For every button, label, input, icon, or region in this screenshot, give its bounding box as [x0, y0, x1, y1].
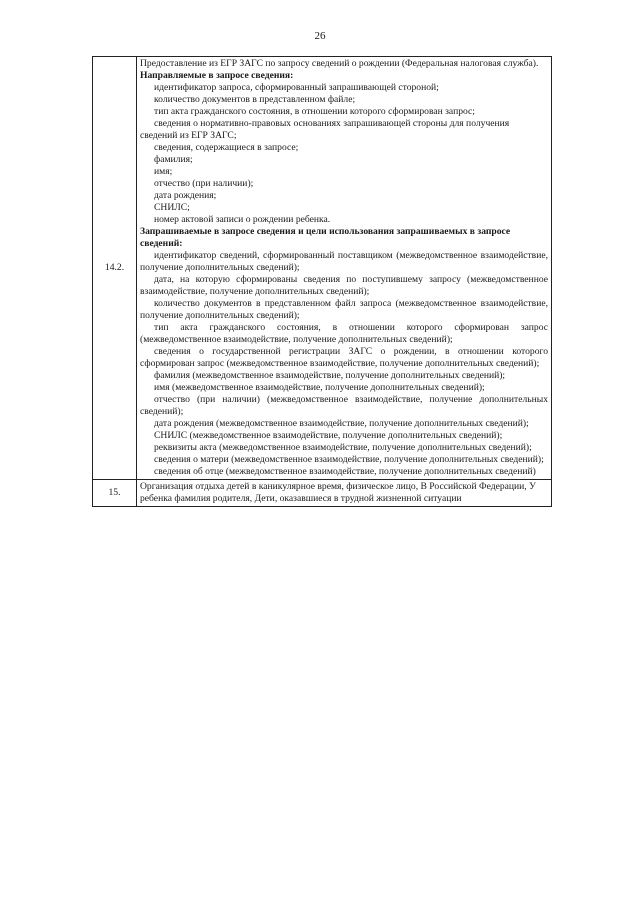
list-item: номер актовой записи о рождении ребенка.	[154, 214, 331, 225]
list-item: дата рождения;	[154, 190, 217, 201]
service-description: Организация отдыха детей в каникулярное время, физическое лицо, В Российской Федерации, У ребенка фамилия родителя, Дети, оказавшиеся в трудной жизненной ситуации	[140, 481, 536, 504]
row-content	[137, 57, 552, 480]
sent-fields-heading: Направляемые в запросе сведения:	[140, 70, 294, 81]
list-item: тип акта гражданского состояния, в отношении которого сформирован запрос (межведомственное взаимодействие, получение дополнительных сведений);	[140, 322, 548, 345]
row-number: 15.	[93, 480, 137, 507]
list-item: количество документов в представленном файле;	[154, 94, 356, 105]
list-item: идентификатор запроса, сформированный запрашивающей стороной;	[154, 82, 439, 93]
row-number: 14.2.	[93, 57, 137, 480]
list-item: СНИЛС;	[154, 202, 190, 213]
list-item: сведения, содержащиеся в запросе;	[154, 142, 299, 153]
list-item: сведения о матери (межведомственное взаимодействие, получение дополнительных сведений);	[154, 454, 544, 465]
service-description: Предоставление из ЕГР ЗАГС по запросу сведений о рождении (Федеральная налоговая служба).	[140, 58, 539, 69]
list-item: имя (межведомственное взаимодействие, получение дополнительных сведений);	[154, 382, 485, 393]
services-table	[92, 56, 552, 507]
list-item: количество документов в представленном файл запроса (межведомственное взаимодействие, получение дополнительных сведений);	[140, 298, 548, 321]
list-item: сведения о нормативно-правовых основаниях запрашивающей стороны для получения сведений из ЕГР ЗАГС;	[140, 118, 510, 141]
row-content	[137, 480, 552, 507]
list-item: дата, на которую сформированы сведения по поступившему запросу (межведомственное взаимодействие, получение дополнительных сведений);	[140, 274, 548, 297]
list-item: тип акта гражданского состояния, в отношении которого сформирован запрос;	[154, 106, 475, 117]
page-number: 26	[314, 30, 326, 42]
list-item: реквизиты акта (межведомственное взаимодействие, получение дополнительных сведений);	[154, 442, 532, 453]
table-row-15	[93, 480, 552, 507]
list-item: идентификатор сведений, сформированный поставщиком (межведомственное взаимодействие, получение дополнительных сведений);	[140, 250, 548, 273]
list-item: сведения о государственной регистрации ЗАГС о рождении, в отношении которого сформирован запрос (межведомственное взаимодействие, получение дополнительных сведений);	[140, 346, 548, 369]
table-row-14-2	[93, 57, 552, 480]
list-item: сведения об отце (межведомственное взаимодействие, получение дополнительных сведений)	[154, 466, 536, 477]
list-item: отчество (при наличии) (межведомственное взаимодействие, получение дополнительных сведений);	[140, 394, 548, 417]
list-item: имя;	[154, 166, 173, 177]
list-item: фамилия (межведомственное взаимодействие, получение дополнительных сведений);	[154, 370, 506, 381]
list-item: фамилия;	[154, 154, 193, 165]
list-item: СНИЛС (межведомственное взаимодействие, получение дополнительных сведений);	[154, 430, 503, 441]
list-item: дата рождения (межведомственное взаимодействие, получение дополнительных сведений);	[154, 418, 529, 429]
list-item: отчество (при наличии);	[154, 178, 254, 189]
requested-fields-heading: Запрашиваемые в запросе сведения и цели использования запрашиваемых в запросе сведений:	[140, 226, 511, 249]
